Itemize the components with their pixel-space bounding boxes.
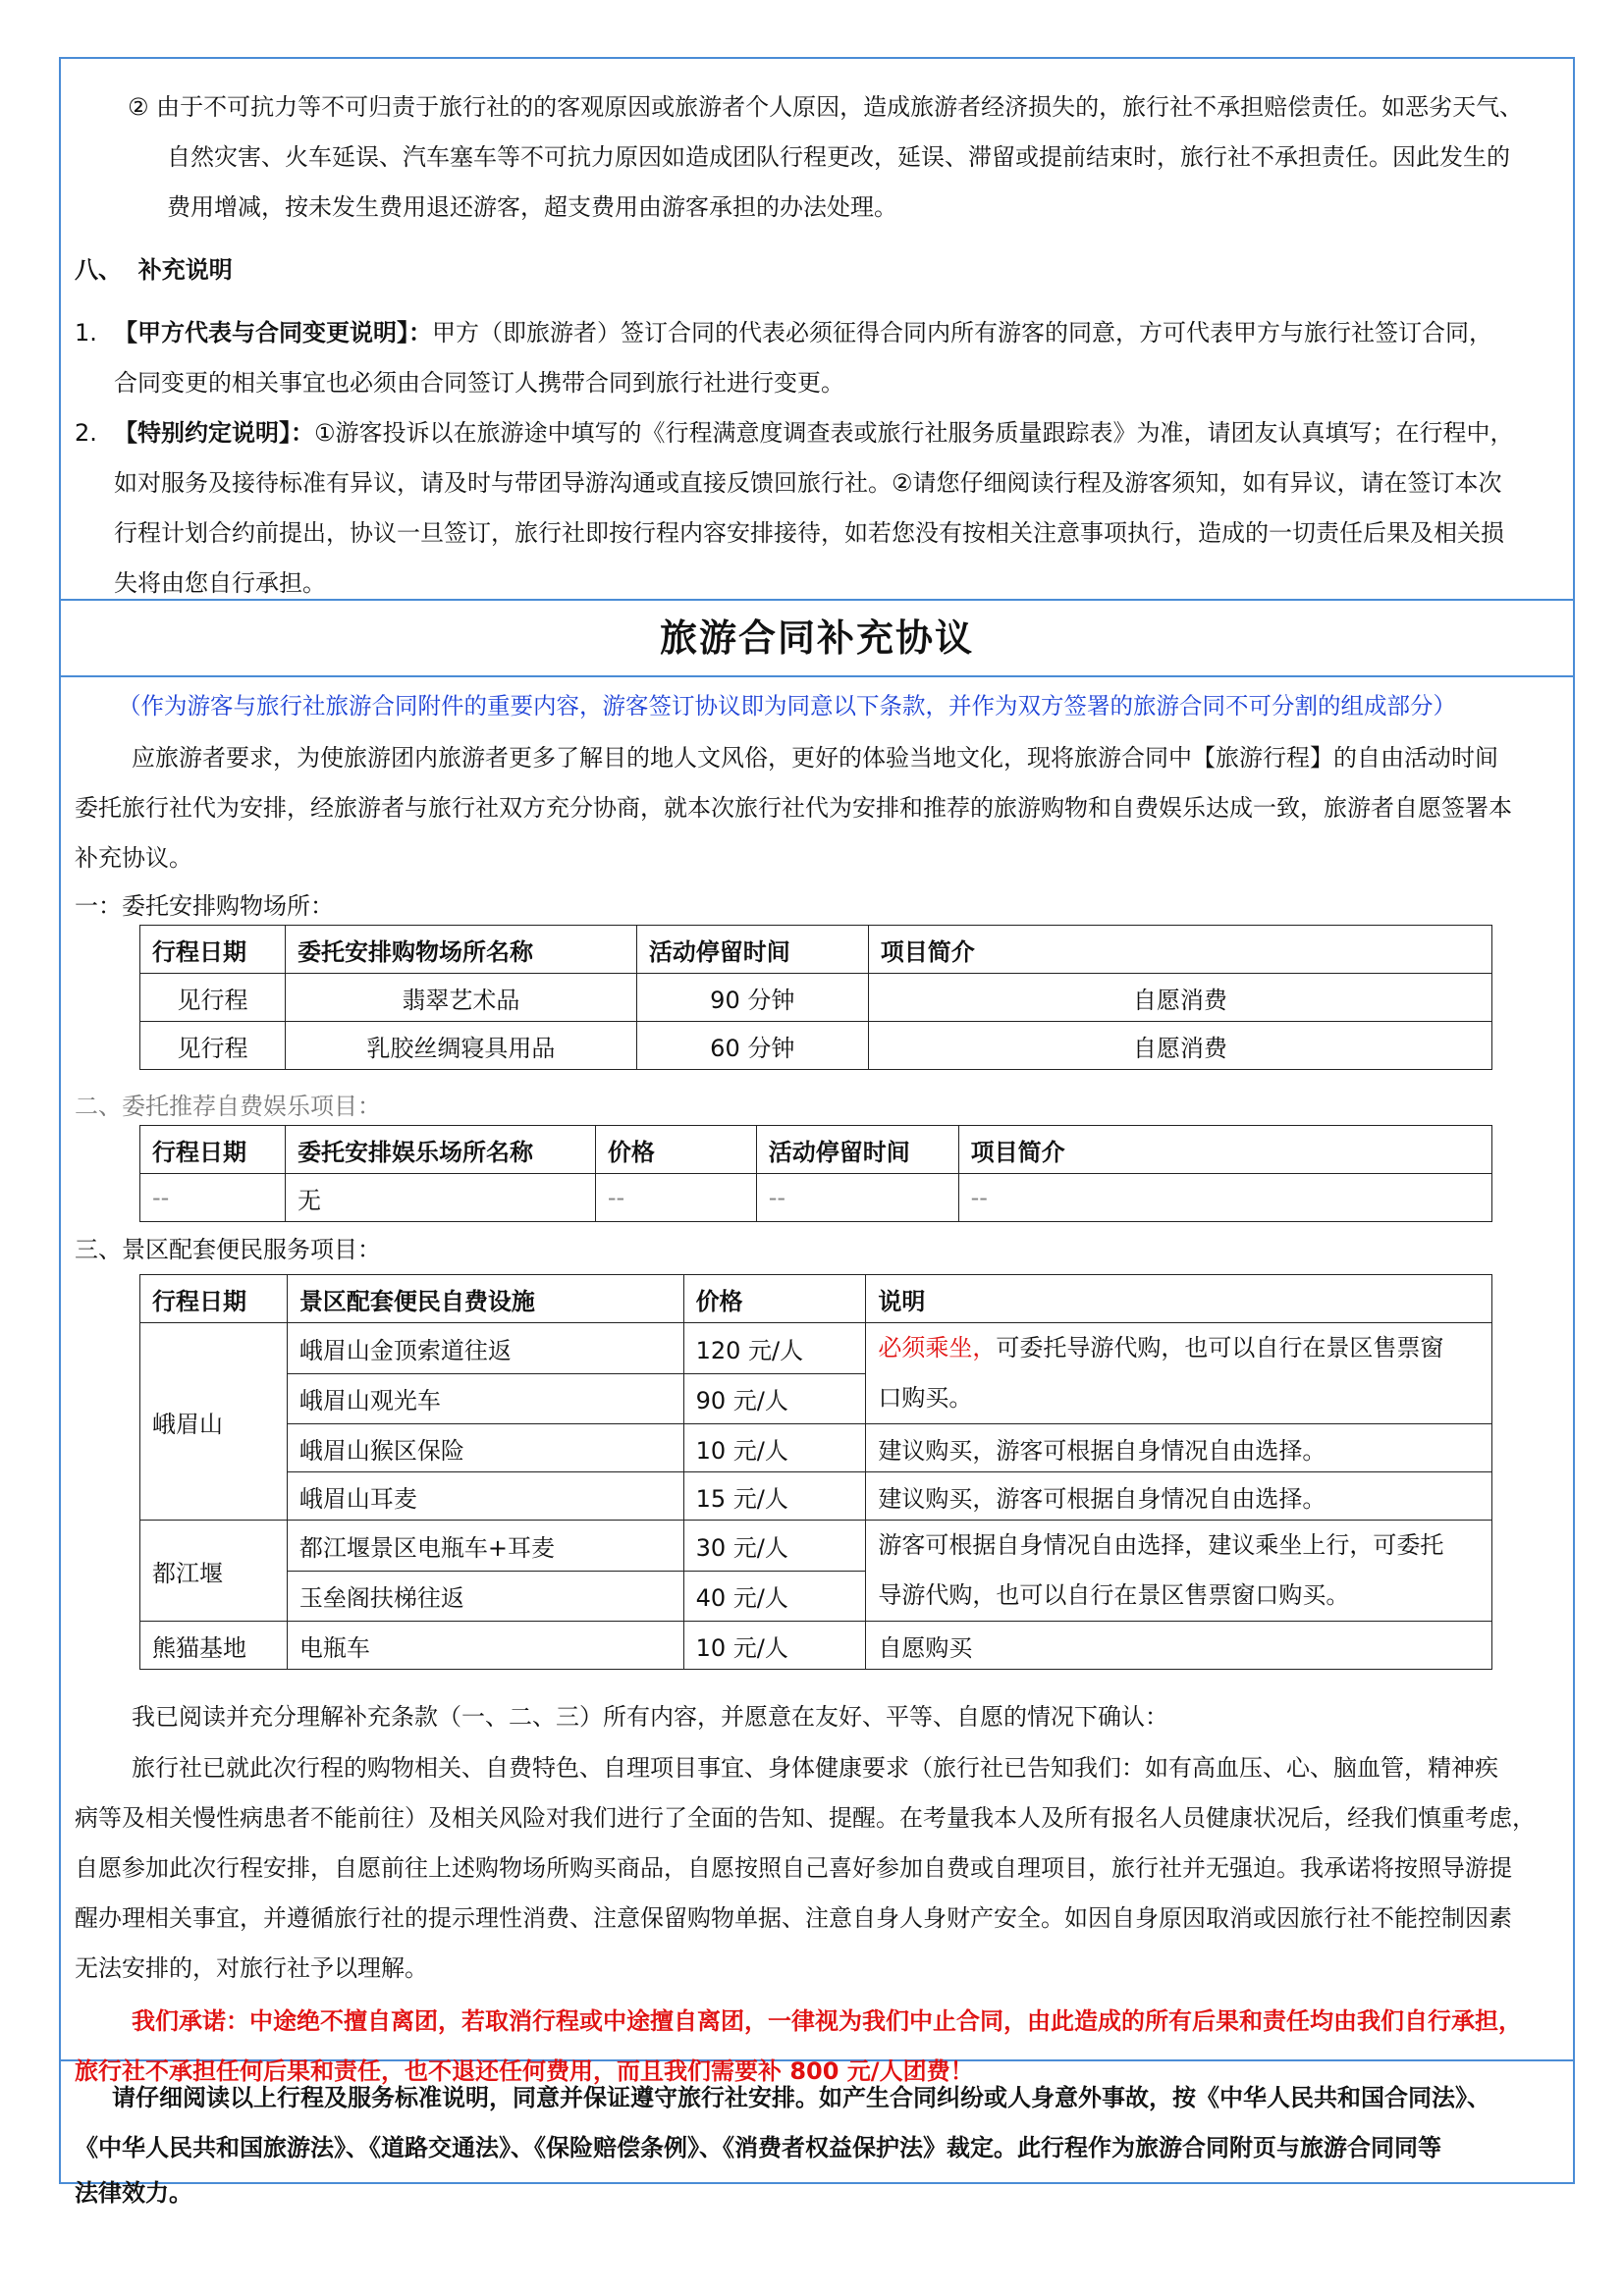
column-header: 委托安排购物场所名称 — [285, 926, 636, 974]
table-row — [140, 1424, 1492, 1472]
table-cell: -- — [958, 1174, 1491, 1222]
section-heading: 八、 补充说明 — [75, 256, 233, 284]
table-cell: 90 元/人 — [683, 1373, 866, 1424]
table-cell: 无 — [285, 1174, 595, 1222]
column-header: 景区配套便民自费设施 — [287, 1275, 683, 1323]
item-number: 1. — [75, 319, 97, 347]
table-cell: 90 分钟 — [636, 974, 868, 1022]
item-text: 甲方（即旅游者）签订合同的代表必须征得合同内所有游客的同意，方可代表甲方与旅行社签订合同， — [432, 319, 1492, 347]
divider — [59, 675, 1575, 677]
table-cell: 见行程 — [140, 1022, 286, 1070]
clause-line: 费用增减，按未发生费用退还游客，超支费用由游客承担的办法处理。 — [167, 193, 897, 221]
column-header: 委托安排娱乐场所名称 — [285, 1126, 595, 1174]
table-cell: 自愿消费 — [868, 1022, 1491, 1070]
footer-line: 《中华人民共和国旅游法》、《道路交通法》、《保险赔偿条例》、《消费者权益保护法》裁定。此行程作为旅游合同附页与旅游合同同等 — [75, 2134, 1441, 2162]
entertainment-table — [139, 1125, 1492, 1222]
table-cell: 自愿消费 — [868, 974, 1491, 1022]
column-header: 价格 — [595, 1126, 756, 1174]
promise-line: 我们承诺：中途绝不擅自离团，若取消行程或中途擅自离团，一律视为我们中止合同，由此造成的所有后果和责任均由我们自行承担， — [132, 2007, 1522, 2035]
table-cell: 峨眉山猴区保险 — [287, 1424, 683, 1472]
table-row — [140, 1022, 1492, 1070]
confirm-line: 病等及相关慢性病患者不能前往）及相关风险对我们进行了全面的告知、提醒。在考量我本人及所有报名人员健康状况后，经我们慎重考虑， — [75, 1804, 1536, 1832]
promise-line: 旅行社不承担任何后果和责任，也不退还任何费用，而且我们需要补 800 元/人团费！ — [75, 2057, 974, 2085]
table-cell: 30 元/人 — [683, 1521, 866, 1572]
table-header-row — [140, 926, 1492, 974]
note-cell — [866, 1323, 1492, 1424]
clause-line: 如对服务及接待标准有异议，请及时与带团导游沟通或直接反馈回旅行社。②请您仔细阅读行程及游客须知，如有异议，请在签订本次 — [114, 469, 1502, 497]
column-header: 说明 — [866, 1275, 1492, 1323]
item-text: ①游客投诉以在旅游途中填写的《行程满意度调查表或旅行社服务质量跟踪表》为准，请团友认真填写；在行程中， — [314, 419, 1514, 447]
table-cell: -- — [756, 1174, 958, 1222]
clause-line: 行程计划合约前提出，协议一旦签订，旅行社即按行程内容安排接待，如若您没有按相关注意事项执行，造成的一切责任后果及相关损 — [114, 519, 1504, 547]
table-cell: 15 元/人 — [683, 1472, 866, 1521]
confirm-line: 自愿参加此次行程安排，自愿前往上述购物场所购买商品，自愿按照自己喜好参加自费或自理项目，旅行社并无强迫。我承诺将按照导游提 — [75, 1854, 1512, 1882]
table-cell: -- — [595, 1174, 756, 1222]
column-header: 项目简介 — [868, 926, 1491, 974]
shopping-table — [139, 925, 1492, 1070]
column-header: 价格 — [683, 1275, 866, 1323]
page-title: 旅游合同补充协议 — [659, 616, 974, 660]
confirm-line: 我已阅读并充分理解补充条款（一、二、三）所有内容，并愿意在友好、平等、自愿的情况下确认： — [132, 1703, 1168, 1731]
table-header-row — [140, 1126, 1492, 1174]
intro-line: 应旅游者要求，为使旅游团内旅游者更多了解目的地人文风俗，更好的体验当地文化，现将旅游合同中【旅游行程】的自由活动时间 — [132, 744, 1498, 772]
table-row — [140, 1521, 1492, 1572]
table-cell: 10 元/人 — [683, 1622, 866, 1670]
place-cell: 熊猫基地 — [140, 1622, 288, 1670]
clause-line: 自然灾害、火车延误、汽车塞车等不可抗力原因如造成团队行程更改，延误、滞留或提前结束时，旅行社不承担责任。因此发生的 — [167, 143, 1510, 171]
table-header-row — [140, 1275, 1492, 1323]
table-row — [140, 1323, 1492, 1374]
services-heading: 三、景区配套便民服务项目： — [75, 1236, 381, 1263]
table-cell: 乳胶丝绸寝具用品 — [285, 1022, 636, 1070]
item-label: 【甲方代表与合同变更说明】： — [114, 319, 432, 347]
column-header: 项目简介 — [958, 1126, 1491, 1174]
table-cell: 见行程 — [140, 974, 286, 1022]
clause-line — [114, 308, 1492, 358]
shopping-heading: 一：委托安排购物场所： — [75, 892, 334, 920]
table-cell: 峨眉山金顶索道往返 — [287, 1323, 683, 1374]
table-row — [140, 974, 1492, 1022]
table-cell: 翡翠艺术品 — [285, 974, 636, 1022]
required-note: 必须乘坐， — [878, 1334, 997, 1362]
table-cell: 建议购买，游客可根据自身情况自由选择。 — [866, 1472, 1492, 1521]
clause-line — [114, 408, 1514, 458]
table-cell: -- — [140, 1174, 286, 1222]
confirm-line: 旅行社已就此次行程的购物相关、自费特色、自理项目事宜、身体健康要求（旅行社已告知我们：如有高血压、心、脑血管，精神疾 — [132, 1754, 1498, 1782]
note-text: 口购买。 — [878, 1384, 973, 1412]
clause-line: 合同变更的相关事宜也必须由合同签订人携带合同到旅行社进行变更。 — [114, 369, 844, 397]
intro-line: 委托旅行社代为安排，经旅游者与旅行社双方充分协商，就本次旅行社代为安排和推荐的旅游购物和自费娱乐达成一致，旅游者自愿签署本 — [75, 794, 1512, 822]
column-header: 行程日期 — [140, 926, 286, 974]
table-cell: 峨眉山观光车 — [287, 1373, 683, 1424]
clause-line: ② 由于不可抗力等不可归责于旅行社的的客观原因或旅游者个人原因，造成旅游者经济损失的，旅行社不承担赔偿责任。如恶劣天气、 — [128, 93, 1524, 121]
entertainment-heading: 二、委托推荐自费娱乐项目： — [75, 1093, 381, 1120]
confirm-line: 醒办理相关事宜，并遵循旅行社的提示理性消费、注意保留购物单据、注意自身人身财产安全。如因自身原因取消或因旅行社不能控制因素 — [75, 1904, 1512, 1932]
place-cell: 峨眉山 — [140, 1323, 288, 1521]
footer-line: 法律效力。 — [75, 2179, 192, 2207]
table-cell: 电瓶车 — [287, 1622, 683, 1670]
table-cell: 60 分钟 — [636, 1022, 868, 1070]
note-text: 导游代购，也可以自行在景区售票窗口购买。 — [878, 1581, 1350, 1609]
intro-line: 补充协议。 — [75, 844, 192, 872]
note-cell — [866, 1521, 1492, 1622]
confirm-line: 无法安排的，对旅行社予以理解。 — [75, 1954, 428, 1982]
column-header: 行程日期 — [140, 1126, 286, 1174]
table-cell: 10 元/人 — [683, 1424, 866, 1472]
note-text: 游客可根据自身情况自由选择，建议乘坐上行，可委托 — [878, 1531, 1444, 1559]
table-cell: 建议购买，游客可根据自身情况自由选择。 — [866, 1424, 1492, 1472]
services-table — [139, 1274, 1492, 1670]
table-cell: 玉垒阁扶梯往返 — [287, 1571, 683, 1622]
table-row — [140, 1472, 1492, 1521]
item-label: 【特别约定说明】： — [114, 419, 314, 447]
note-text: 可委托导游代购，也可以自行在景区售票窗 — [996, 1334, 1444, 1362]
column-header: 行程日期 — [140, 1275, 288, 1323]
table-cell: 峨眉山耳麦 — [287, 1472, 683, 1521]
place-cell: 都江堰 — [140, 1521, 288, 1622]
table-row — [140, 1622, 1492, 1670]
agreement-note: （作为游客与旅行社旅游合同附件的重要内容，游客签订协议即为同意以下条款，并作为双方签署的旅游合同不可分割的组成部分） — [118, 692, 1456, 720]
table-cell: 120 元/人 — [683, 1323, 866, 1374]
clause-line: 失将由您自行承担。 — [114, 569, 326, 597]
column-header: 活动停留时间 — [756, 1126, 958, 1174]
table-cell: 自愿购买 — [866, 1622, 1492, 1670]
table-cell: 都江堰景区电瓶车+耳麦 — [287, 1521, 683, 1572]
footer-line: 请仔细阅读以上行程及服务标准说明，同意并保证遵守旅行社安排。如产生合同纠纷或人身意外事故，按《中华人民共和国合同法》、 — [112, 2084, 1490, 2111]
column-header: 活动停留时间 — [636, 926, 868, 974]
table-row — [140, 1174, 1492, 1222]
item-number: 2. — [75, 419, 97, 447]
table-cell: 40 元/人 — [683, 1571, 866, 1622]
